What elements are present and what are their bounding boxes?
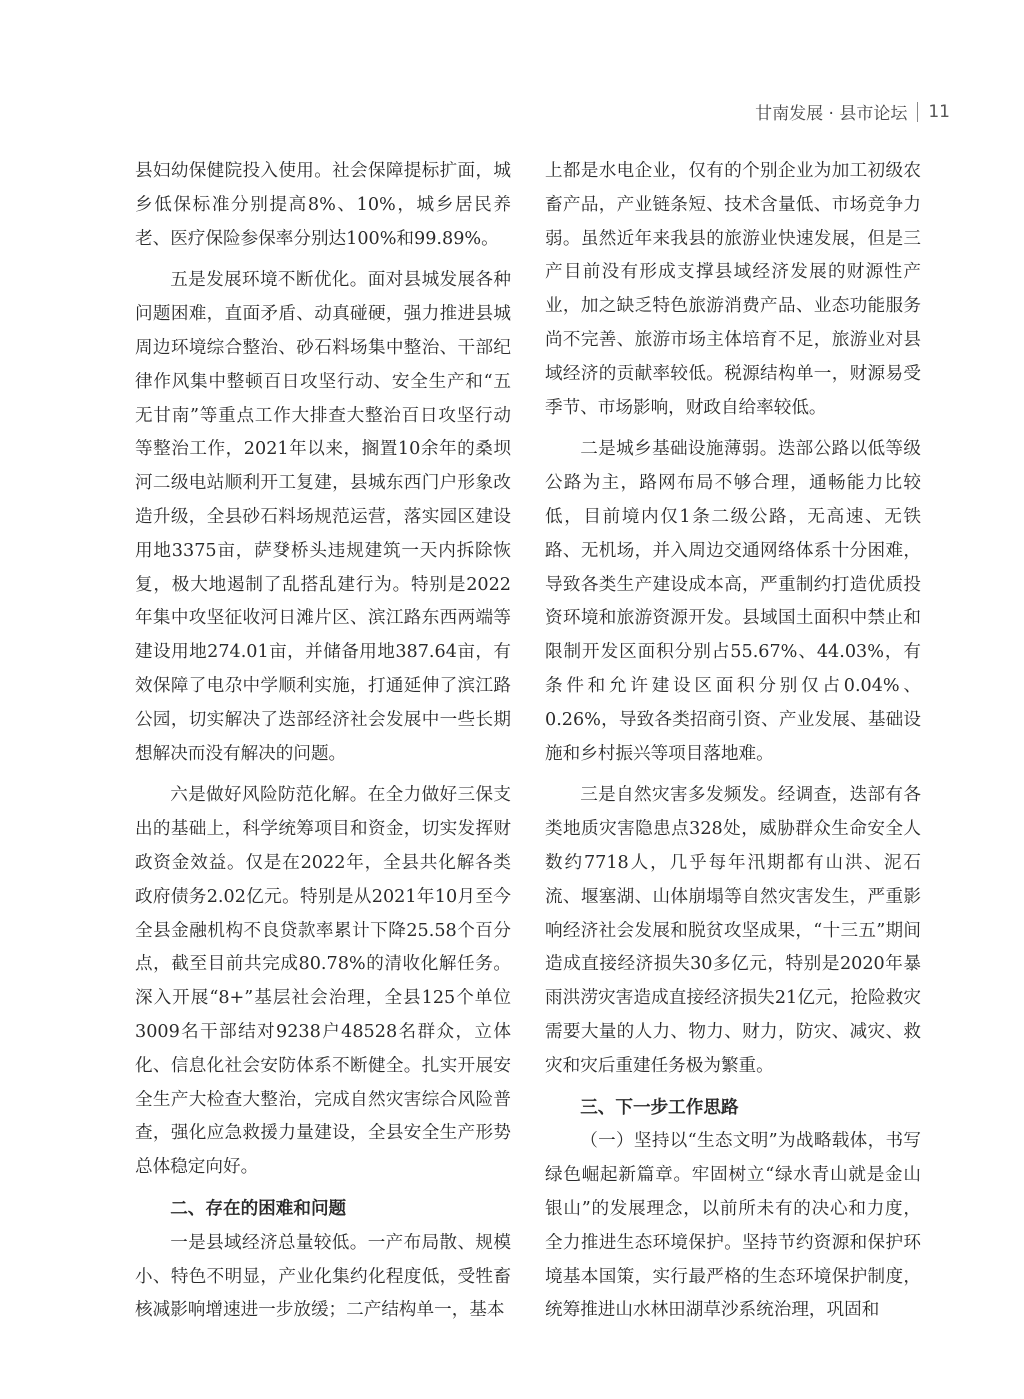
section-title: 甘南发展 · 县市论坛 (755, 104, 908, 124)
paragraph: 五是发展环境不断优化。面对县城发展各种问题困难，直面矛盾、动真碰硬，强力推进县城周边环境综合整治、砂石料场集中整治、干部纪律作风集中整顿百日攻坚行动、安全生产和“五无甘南”等重点工作大排查大整治百日攻坚行动等整治工作，2021年以来，搁置10余年的桑坝河二级电站顺利开工复建，县城东西门户形象改造升级，全县砂石料场规范运营，落实园区建设用地3375亩，萨癹桥头违规建筑一天内拆除恢复，极大地遏制了乱搭乱建行为。特别是2022年集中攻坚征收河日滩片区、滨江路东西两端等建设用地274.01亩，并储备用地387.64亩，有效保障了电尕中学顺利实施，打通延伸了滨江路公园，切实解决了迭部经济社会发展中一些长期想解决而没有解决的问题。 (135, 270, 511, 764)
section-heading: 二、存在的困难和问题 (170, 1198, 347, 1219)
paragraph: 六是做好风险防范化解。在全力做好三保支出的基础上，科学统筹项目和资金，切实发挥财政资金效益。仅是在2022年，全县共化解各类政府债务2.02亿元。特别是从2021年10月至今全县金融机构不良贷款率累计下降25.58个百分点，截至目前共完成80.78%的清收化解任务。深入开展“8+”基层社会治理，全县125个单位3009名干部结对9238户48528名群众，立体化、信息化社会安防体系不断健全。扎实开展安全生产大检查大整治，完成自然灾害综合风险普查，强化应急救援力量建设，全县安全生产形势总体稳定向好。 (135, 785, 511, 1178)
paragraph: 二是城乡基础设施薄弱。迭部公路以低等级公路为主，路网布局不够合理，通畅能力比较低，目前境内仅1条二级公路，无高速、无铁路、无机场，并入周边交通网络体系十分困难，导致各类生产建设成本高，严重制约打造优质投资环境和旅游资源开发。县域国土面积中禁止和限制开发区面积分别占55.67%、44.03%，有条件和允许建设区面积分别仅占0.04%、0.26%，导致各类招商引资、产业发展、基础设施和乡村振兴等项目落地难。 (545, 439, 921, 764)
header-divider (917, 102, 918, 122)
left-column (135, 155, 511, 1328)
paragraph: 县妇幼保健院投入使用。社会保障提标扩面，城乡低保标准分别提高8%、10%，城乡居民养老、医疗保险参保率分别达100%和99.89%。 (135, 161, 511, 249)
right-column (545, 155, 921, 1328)
section-heading: 三、下一步工作思路 (580, 1097, 739, 1118)
paragraph: （一）坚持以“生态文明”为战略载体，书写绿色崛起新篇章。牢固树立“绿水青山就是金山银山”的发展理念，以前所未有的决心和力度，全力推进生态环境保护。坚持节约资源和保护环境基本国策，实行最严格的生态环境保护制度，统筹推进山水林田湖草沙系统治理，巩固和 (545, 1131, 921, 1321)
running-header (755, 99, 950, 124)
paragraph: 上都是水电企业，仅有的个别企业为加工初级农畜产品，产业链条短、技术含量低、市场竞争力弱。虽然近年来我县的旅游业快速发展，但是三产目前没有形成支撑县域经济发展的财源性产业，加之缺乏特色旅游消费产品、业态功能服务尚不完善、旅游市场主体培育不足，旅游业对县域经济的贡献率较低。税源结构单一，财源易受季节、市场影响，财政自给率较低。 (545, 161, 921, 418)
paragraph: 三是自然灾害多发频发。经调查，迭部有各类地质灾害隐患点328处，威胁群众生命安全人数约7718人，几乎每年汛期都有山洪、泥石流、堰塞湖、山体崩塌等自然灾害发生，严重影响经济社会发展和脱贫攻坚成果，“十三五”期间造成直接经济损失30多亿元，特别是2020年暴雨洪涝灾害造成直接经济损失21亿元，抢险救灾需要大量的人力、物力、财力，防灾、减灾、救灾和灾后重建任务极为繁重。 (545, 785, 921, 1076)
page-number: 11 (928, 101, 950, 122)
paragraph: 一是县域经济总量较低。一产布局散、规模小、特色不明显，产业化集约化程度低，受牲畜核减影响增速进一步放缓；二产结构单一，基本 (135, 1232, 511, 1321)
